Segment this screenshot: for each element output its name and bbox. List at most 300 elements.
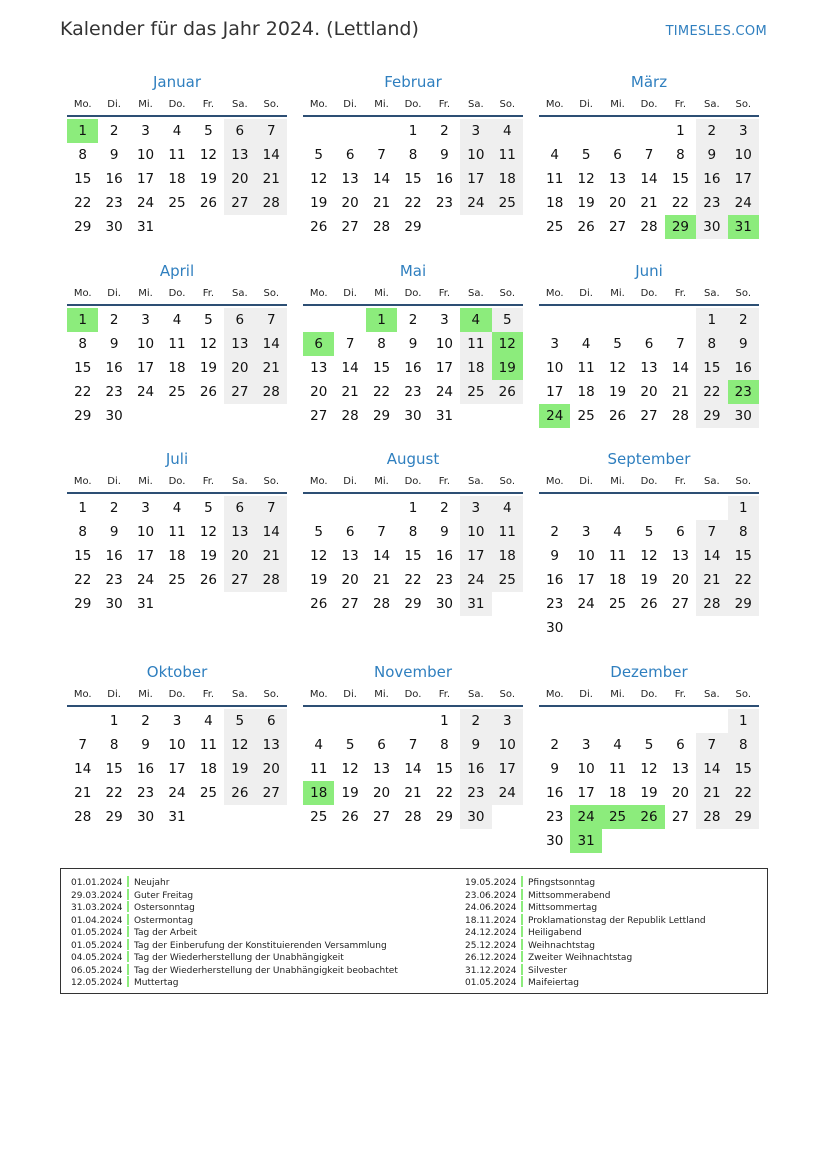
day-cell: 27 [341,596,359,612]
header-rule [539,492,759,494]
day-cell: 4 [613,524,622,540]
day-cell: 26 [199,195,217,211]
legend-item [71,976,398,989]
day-cell: 2 [440,123,449,139]
legend-holiday-name: Zweiter Weihnachtstag [528,953,633,963]
weekday-label: Mo. [545,476,564,487]
day-cell: 5 [204,500,213,516]
day-cell: 13 [224,332,255,356]
weekday-label: Mo. [545,288,564,299]
legend-marker [127,926,129,937]
day-cell: 16 [460,757,491,781]
day-cell: 24 [577,596,595,612]
day-cell: 29 [404,219,422,235]
day-cell: 10 [577,761,595,777]
day-cell: 3 [728,119,759,143]
day-cell: 2 [550,524,559,540]
holiday-day-cell: 24 [539,404,570,428]
day-cell: 2 [550,737,559,753]
month-name: Oktober [146,663,208,681]
day-cell: 18 [199,761,217,777]
month-november [303,663,523,863]
day-cell: 27 [372,809,391,825]
day-cell: 3 [440,312,449,328]
legend-date: 01.01.2024 [71,878,123,888]
holiday-day-cell: 1 [366,308,397,332]
day-cell: 13 [341,548,359,564]
day-cell: 23 [105,195,123,211]
legend-marker [521,939,523,950]
month-name: August [386,450,440,468]
weekday-label: Sa. [704,99,720,110]
day-cell: 15 [404,548,422,564]
legend-date: 23.06.2024 [465,890,517,901]
day-cell: 19 [199,171,217,187]
holiday-day-cell: 18 [303,781,334,805]
day-cell: 10 [460,520,491,544]
day-cell: 4 [314,737,323,753]
legend-holiday-name: Weihnachtstag [528,940,595,951]
day-cell: 18 [608,785,627,801]
day-cell: 12 [310,171,328,187]
day-cell: 14 [671,360,689,376]
weekday-label: Do. [168,476,186,487]
day-cell: 12 [640,761,658,777]
day-cell: 25 [608,596,627,612]
day-cell: 17 [136,548,155,564]
day-cell: 11 [608,548,627,564]
weekday-label: Mi. [138,689,153,700]
day-cell: 23 [435,195,453,211]
month-name: Januar [153,73,201,91]
day-cell: 28 [256,568,287,592]
day-cell: 14 [696,757,727,781]
weekday-label: Mi. [610,476,625,487]
day-cell: 12 [199,524,217,540]
weekday-label: Di. [579,99,593,110]
legend-holiday-name: Maifeiertag [528,978,579,988]
day-cell: 27 [310,408,328,424]
weekday-label: So. [735,476,751,487]
day-cell: 28 [341,408,359,424]
weekday-label: So. [499,99,515,110]
legend-holiday-name: Proklamationstag der Republik Lettland [528,915,706,926]
day-cell: 18 [168,360,186,376]
month-september [539,450,759,650]
day-cell: 22 [404,572,422,588]
day-cell: 13 [341,171,359,187]
day-cell: 24 [136,195,155,211]
day-cell: 27 [256,781,287,805]
day-cell: 2 [109,312,119,328]
day-cell: 28 [256,191,287,215]
day-cell: 5 [314,147,323,163]
weekday-label: Mi. [374,288,389,299]
legend-marker [521,914,523,925]
legend-marker [127,901,129,912]
day-cell: 18 [608,572,627,588]
weekday-label: Di. [107,476,121,487]
day-cell: 2 [109,123,119,139]
day-cell: 20 [671,572,689,588]
month-mai [303,262,523,462]
day-cell: 6 [224,496,255,520]
day-cell: 12 [310,548,328,564]
day-cell: 26 [199,384,217,400]
day-cell: 3 [581,737,591,753]
day-cell: 8 [676,147,685,163]
weekday-label: So. [499,288,515,299]
day-cell: 18 [460,356,491,380]
day-cell: 3 [141,500,150,516]
month-august [303,450,523,650]
day-cell: 8 [728,733,759,757]
legend-date: 26.12.2024 [465,953,517,963]
day-cell: 13 [372,761,391,777]
weekday-label: Fr. [674,689,687,700]
weekday-label: Mi. [610,99,625,110]
weekday-label: Fr. [438,288,451,299]
holiday-day-cell: 19 [492,356,523,380]
day-cell: 14 [256,143,287,167]
day-cell: 17 [136,360,155,376]
day-cell: 24 [168,785,186,801]
day-cell: 31 [168,809,186,825]
holiday-day-cell: 6 [303,332,334,356]
weekday-label: So. [499,476,515,487]
day-cell: 25 [492,568,523,592]
weekday-label: Di. [343,99,357,110]
day-cell: 21 [696,568,727,592]
day-cell: 1 [676,123,685,139]
day-cell: 12 [224,733,255,757]
day-cell: 18 [492,544,523,568]
day-cell: 6 [676,524,685,540]
weekday-label: Mi. [138,288,153,299]
weekday-label: Di. [343,476,357,487]
day-cell: 10 [136,147,155,163]
legend-marker [521,876,523,887]
day-cell: 19 [640,572,658,588]
day-cell: 8 [377,336,386,352]
day-cell: 15 [435,761,453,777]
day-cell: 24 [136,572,155,588]
day-cell: 19 [341,785,359,801]
day-cell: 11 [199,737,217,753]
day-cell: 24 [728,191,759,215]
day-cell: 27 [671,596,689,612]
day-cell: 31 [136,596,155,612]
legend-item [71,964,398,977]
holiday-day-cell: 12 [492,332,523,356]
day-cell: 22 [435,785,453,801]
day-cell: 20 [608,195,627,211]
legend-column-right [465,876,706,989]
weekday-label: Fr. [438,476,451,487]
day-cell: 30 [404,408,422,424]
day-cell: 7 [345,336,355,352]
day-cell: 15 [671,171,689,187]
day-cell: 16 [435,548,453,564]
holiday-day-cell: 29 [665,215,696,239]
day-cell: 13 [640,360,658,376]
day-cell: 3 [460,496,491,520]
holiday-legend [60,868,768,994]
weekday-label: So. [263,99,279,110]
day-cell: 14 [640,171,658,187]
day-cell: 10 [577,548,595,564]
day-cell: 2 [408,312,418,328]
weekday-label: Fr. [202,99,215,110]
day-cell: 6 [676,737,685,753]
day-cell: 30 [435,596,453,612]
legend-marker [521,901,523,912]
month-name: Juni [635,262,663,280]
day-cell: 13 [608,171,627,187]
day-cell: 12 [640,548,658,564]
day-cell: 9 [109,524,119,540]
weekday-label: Di. [107,288,121,299]
weekday-label: Mi. [610,288,625,299]
legend-item [71,926,398,939]
day-cell: 21 [696,781,727,805]
day-cell: 28 [640,219,658,235]
header-rule [67,705,287,707]
legend-date: 29.03.2024 [71,890,123,901]
day-cell: 6 [644,336,654,352]
day-cell: 20 [224,356,255,380]
legend-marker [127,876,129,887]
legend-item [465,914,706,927]
weekday-label: Sa. [704,476,720,487]
day-cell: 16 [105,171,123,187]
day-cell: 6 [613,147,622,163]
legend-marker [521,889,523,900]
day-cell: 15 [74,360,92,376]
day-cell: 20 [640,384,658,400]
day-cell: 7 [408,737,418,753]
month-juni [539,262,759,462]
day-cell: 8 [78,524,87,540]
day-cell: 9 [440,147,449,163]
header-rule [539,705,759,707]
weekday-label: Mi. [610,689,625,700]
day-cell: 4 [581,336,591,352]
day-cell: 12 [199,336,217,352]
day-cell: 29 [105,809,123,825]
day-cell: 23 [404,384,422,400]
legend-date: 24.12.2024 [465,928,517,938]
day-cell: 13 [671,548,689,564]
brand-link[interactable]: TIMESLES.COM [665,24,767,39]
legend-date: 01.05.2024 [71,940,123,951]
weekday-label: Do. [640,689,658,700]
legend-date: 24.06.2024 [465,903,517,913]
legend-marker [127,939,129,950]
day-cell: 25 [577,408,595,424]
weekday-label: Fr. [438,689,451,700]
day-cell: 28 [372,596,391,612]
day-cell: 12 [577,171,595,187]
day-cell: 27 [671,809,689,825]
day-cell: 21 [341,384,359,400]
day-cell: 14 [404,761,422,777]
weekday-label: Do. [640,99,658,110]
day-cell: 30 [696,215,727,239]
day-cell: 17 [435,360,453,376]
legend-item [465,889,706,902]
day-cell: 19 [199,360,217,376]
weekday-label: Mo. [309,689,328,700]
legend-item [465,901,706,914]
day-cell: 7 [256,496,287,520]
day-cell: 11 [460,332,491,356]
day-cell: 29 [696,404,727,428]
day-cell: 18 [546,195,564,211]
day-cell: 4 [550,147,559,163]
day-cell: 2 [141,713,150,729]
weekday-label: Mo. [73,689,92,700]
month-name: März [630,73,668,91]
day-cell: 12 [608,360,627,376]
weekday-label: Di. [343,689,357,700]
month-name: Juli [165,450,189,468]
holiday-day-cell: 24 [570,805,601,829]
day-cell: 16 [105,360,123,376]
month-name: Mai [399,262,427,280]
day-cell: 23 [136,785,155,801]
day-cell: 4 [172,123,182,139]
day-cell: 16 [105,548,123,564]
day-cell: 22 [74,572,92,588]
day-cell: 16 [435,171,453,187]
day-cell: 3 [460,119,491,143]
legend-holiday-name: Heiligabend [528,928,582,938]
weekday-label: Do. [640,288,658,299]
legend-date: 01.04.2024 [71,915,123,926]
day-cell: 17 [492,757,523,781]
holiday-day-cell: 31 [728,215,759,239]
day-cell: 2 [696,119,727,143]
legend-date: 31.03.2024 [71,903,123,913]
day-cell: 2 [440,500,449,516]
day-cell: 4 [172,500,182,516]
day-cell: 3 [141,123,150,139]
day-cell: 30 [546,833,564,849]
day-cell: 17 [460,167,491,191]
day-cell: 7 [676,336,685,352]
day-cell: 7 [377,147,386,163]
header-rule [539,115,759,117]
day-cell: 25 [310,809,328,825]
day-cell: 23 [546,596,564,612]
day-cell: 11 [168,147,186,163]
legend-item [71,939,398,952]
day-cell: 14 [74,761,92,777]
day-cell: 10 [435,336,453,352]
day-cell: 19 [577,195,595,211]
weekday-label: Do. [404,99,422,110]
day-cell: 26 [577,219,595,235]
weekday-label: Mi. [374,689,389,700]
legend-marker [127,976,129,987]
weekday-label: Mo. [73,99,92,110]
day-cell: 7 [256,119,287,143]
weekday-label: So. [263,288,279,299]
day-cell: 6 [224,308,255,332]
day-cell: 29 [74,408,92,424]
day-cell: 5 [224,709,255,733]
header-rule [67,304,287,306]
day-cell: 23 [696,191,727,215]
header-rule [303,492,523,494]
holiday-day-cell: 26 [633,805,664,829]
legend-marker [521,926,523,937]
weekday-label: Sa. [468,476,484,487]
header-rule [303,304,523,306]
day-cell: 7 [78,737,87,753]
weekday-label: Di. [579,288,593,299]
holiday-day-cell: 23 [728,380,759,404]
legend-item [465,939,706,952]
day-cell: 30 [460,805,491,829]
day-cell: 20 [372,785,391,801]
weekday-label: Di. [579,476,593,487]
day-cell: 28 [696,592,727,616]
legend-date: 12.05.2024 [71,978,123,988]
day-cell: 28 [256,380,287,404]
legend-holiday-name: Guter Freitag [134,890,194,901]
day-cell: 9 [109,147,119,163]
day-cell: 17 [168,761,186,777]
day-cell: 8 [408,524,418,540]
day-cell: 1 [109,713,119,729]
day-cell: 15 [404,171,422,187]
day-cell: 30 [728,404,759,428]
day-cell: 19 [640,785,658,801]
day-cell: 21 [671,384,689,400]
day-cell: 12 [341,761,359,777]
day-cell: 27 [640,408,658,424]
legend-holiday-name: Tag der Arbeit [134,928,198,938]
day-cell: 3 [172,713,182,729]
legend-holiday-name: Tag der Wiederherstellung der Unabhängigkeit [134,953,344,963]
legend-date: 25.12.2024 [465,940,517,951]
header-rule [67,492,287,494]
day-cell: 22 [671,195,689,211]
weekday-label: Sa. [232,99,248,110]
day-cell: 25 [168,572,186,588]
day-cell: 12 [199,147,217,163]
day-cell: 19 [310,195,328,211]
holiday-day-cell: 25 [602,805,633,829]
weekday-label: Di. [107,689,121,700]
month-januar [67,73,287,273]
weekday-label: Sa. [232,288,248,299]
day-cell: 26 [224,781,255,805]
weekday-label: Di. [107,99,121,110]
header-rule [303,705,523,707]
day-cell: 21 [256,167,287,191]
day-cell: 31 [435,408,453,424]
day-cell: 22 [728,781,759,805]
day-cell: 7 [696,520,727,544]
day-cell: 1 [728,709,759,733]
day-cell: 1 [78,500,87,516]
weekday-label: Fr. [202,476,215,487]
day-cell: 24 [460,568,491,592]
day-cell: 22 [105,785,123,801]
